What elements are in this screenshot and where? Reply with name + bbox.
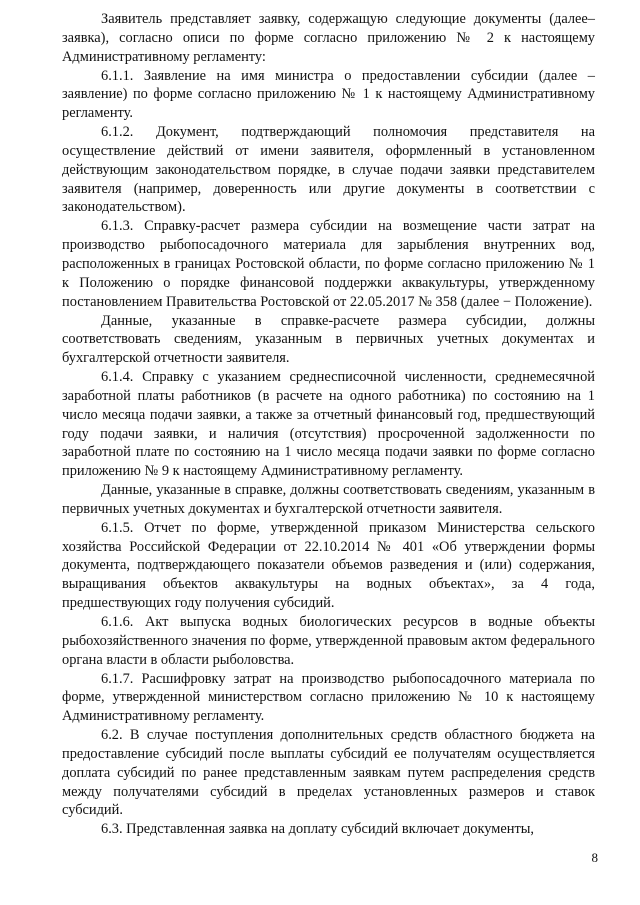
paragraph-6-1-6: 6.1.6. Акт выпуска водных биологических ресурсов в водные объекты рыбохозяйственного значения по форме, утвержденной правовым актом федерального органа власти в области рыболовства. xyxy=(62,614,595,668)
paragraph-6-3: 6.3. Представленная заявка на доплату субсидий включает документы, xyxy=(101,821,535,838)
paragraph-6-1-4: 6.1.4. Справку с указанием среднесписочной численности, среднемесячной заработной платы работников (в расчете на одного работника) по состоянию на 1 число месяца подачи заявки, а также за отчетный финансовый год, предшествующий году подачи заявки, и наличия (отсутствия) просроченной задолженности по заработной плате по состоянию на 1 число месяца подачи заявки по форме согласно приложению № 9 к настоящему Административному регламенту. xyxy=(62,369,595,480)
body-text xyxy=(62,10,595,839)
paragraph-6-1-2: 6.1.2. Документ, подтверждающий полномочия представителя на осуществление действий от имени заявителя, оформленный в установленном действующим законодательством порядке, в случае подачи заявки представителем заявителя (например, доверенность или другие документы в соответствии с законодательством). xyxy=(62,124,595,216)
paragraph-6-1-3-data: Данные, указанные в справке-расчете размера субсидии, должны соответствовать сведениям, указанным в первичных учетных документах и бухгалтерской отчетности заявителя. xyxy=(62,312,595,367)
page-number: 8 xyxy=(591,850,598,865)
paragraph-6-1-3: 6.1.3. Справку-расчет размера субсидии на возмещение части затрат на производство рыбопосадочного материала для зарыбления внутренних вод, расположенных в границах Ростовской области, по форме согласно приложению № 1 к Положению о порядке финансовой поддержки аквакультуры, утвержденному постановлением Правительства Ростовской от 22.05.2017 № 358 (далее − Положение). xyxy=(62,218,595,310)
paragraph-6-1-7: 6.1.7. Расшифровку затрат на производство рыбопосадочного материала по форме, утвержденной министерством согласно приложению № 10 к настоящему Административному регламенту. xyxy=(62,670,595,725)
paragraph-6-1-1: 6.1.1. Заявление на имя министра о предоставлении субсидии (далее – заявление) по форме согласно приложению № 1 к настоящему Административному регламенту. xyxy=(62,67,595,122)
paragraph-6-1-5: 6.1.5. Отчет по форме, утвержденной приказом Министерства сельского хозяйства Российской Федерации от 22.10.2014 № 401 «Об утверждении формы документа, подтверждающего показатели объемов разведения и (или) содержания, выращивания объектов аквакультуры на водных объектах», за 4 года, предшествующих году получения субсидий. xyxy=(62,519,595,612)
paragraph-intro: Заявитель представляет заявку, содержащую следующие документы (далее– заявка), согласно описи по форме согласно приложению № 2 к настоящему Административному регламенту: xyxy=(62,11,595,65)
paragraph-6-1-4-data: Данные, указанные в справке, должны соответствовать сведениям, указанным в первичных учетных документах и бухгалтерской отчетности заявителя. xyxy=(62,482,595,517)
paragraph-6-2: 6.2. В случае поступления дополнительных средств областного бюджета на предоставление субсидий после выплаты субсидий ее получателям осуществляется доплата субсидий по ранее представленным заявкам путем распределения средств между получателями субсидий в пределах установленных размеров и ставок субсидий. xyxy=(62,727,595,819)
